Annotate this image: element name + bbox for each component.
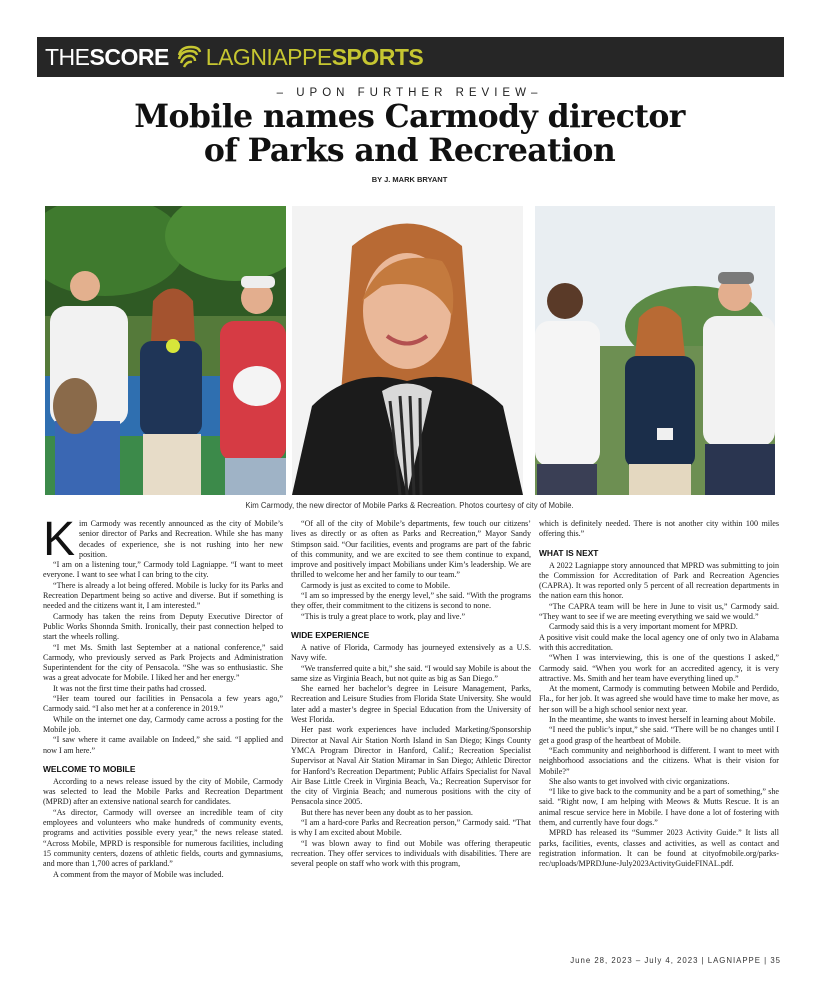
section-banner (37, 37, 784, 77)
paragraph: “When I was interviewing, this is one of the questions I asked,” Carmody said. “When you work for an accredited agency, it is very attractive. Ms. Smith and her team have everything lined up.” (539, 653, 779, 683)
paragraph: “There is already a lot being offered. Mobile is lucky for its Parks and Recreation Department being so active and diverse. But if something is needed and the citizens want it, I am interested.” (43, 580, 283, 611)
paragraph: She also wants to get involved with civic organizations. (549, 776, 730, 786)
headline-line-1: Mobile names Carmody director (134, 98, 685, 135)
subhead-experience: WIDE EXPERIENCE (291, 629, 370, 640)
photo-kim-carmody-portrait (292, 206, 523, 495)
paragraph: “This is truly a great place to work, play and live.” (301, 611, 466, 621)
paragraph: But there has never been any doubt as to her passion. (301, 807, 473, 817)
paragraph: A native of Florida, Carmody has journeyed extensively as a U.S. Navy wife. (291, 642, 531, 663)
drop-cap: K (43, 513, 76, 566)
page-footer: June 28, 2023 – July 4, 2023 | LAGNIAPPE | 35 (570, 956, 781, 965)
paragraph: “As director, Carmody will oversee an incredible team of city employees and volunteers who make hundreds of community events, programs and activities possible every year,” the news release stated. “Across Mobile, MPRD is responsible for numerous facilities, including 15 community centers, dozens of athletic fields, courts and gymnasiums, and more than 1,700 acres of parkland.” (43, 807, 283, 869)
paragraph: In the meantime, she wants to invest herself in learning about Mobile. (549, 715, 776, 725)
paragraph: im Carmody was recently announced as the city of Mobile’s senior director of Parks and Recreation. While she has many decades of experience, she is not rushing into her new position. (79, 519, 283, 559)
paragraph: She earned her bachelor’s degree in Leisure Management, Parks, Recreation and Leisure Studies from Florida State University. She would later add a master’s degree in Special Education from the University of West Florida. (291, 684, 531, 725)
subhead-welcome: WELCOME TO MOBILE (43, 763, 136, 774)
paragraph: While on the internet one day, Carmody came across a posting for the Mobile job. (43, 714, 283, 734)
byline: BY J. MARK BRYANT (371, 175, 448, 184)
photo-caption: Kim Carmody, the new director of Mobile Parks & Recreation. Photos courtesy of city of Mobile. (245, 501, 574, 510)
paragraph: At the moment, Carmody is commuting between Mobile and Perdido, Fla., for her job. It was agreed she would have time to make her move, as her son will be a high school senior next year. (539, 684, 779, 714)
paragraph: “Each community and neighborhood is different. I want to meet with neighborhood associations and the citizens. What is their vision for Mobile?” (539, 745, 779, 776)
photo-trio-at-park (535, 206, 775, 495)
banner-the: THE (45, 43, 90, 70)
paragraph: “I need the public’s input,” she said. “There will be no changes until I get a good grasp of the heartbeat of Mobile. (539, 725, 779, 745)
paragraph: “Her team toured our facilities in Pensacola a few years ago,” Carmody said. “I also met her at a conference in 2019.” (43, 694, 283, 714)
paragraph: “The CAPRA team will be here in June to visit us,” Carmody said. “They want to see if we are meeting everything we said we would.” (539, 601, 779, 622)
paragraph: A comment from the mayor of Mobile was included. (53, 869, 224, 879)
paragraph: A 2022 Lagniappe story announced that MPRD was submitting to join the Commission for Accreditation of Park and Recreation Agencies (CAPRA). It was reported only 5 percent of all recreation departments in the nation earn this honor. (539, 560, 779, 601)
banner-sports: SPORTS (331, 43, 424, 70)
article-column-3 (539, 519, 779, 870)
paragraph: “I was blown away to find out Mobile was offering therapeutic recreation. They offer services to individuals with disabilities. There are several people on staff who work with this program, (291, 838, 531, 869)
article-column-1 (43, 513, 283, 880)
paragraph: “I met Ms. Smith last September at a national conference,” said Carmody, who previously served as Park Projects and Administration Superintendent for the city of Pensacola. “She was so enthusiastic. She was a great advocate for Mobile. I liked her and her energy.” (43, 642, 283, 683)
paragraph: Carmody is just as excited to come to Mobile. (301, 580, 451, 590)
photo-pickleball-group (45, 206, 286, 495)
paragraph: “I am so impressed by the energy level,” she said. “With the programs they offer, their commitment to the citizens is second to none. (291, 591, 531, 611)
kicker: – UPON FURTHER REVIEW– (276, 87, 543, 99)
paragraph: It was not the first time their paths had crossed. (53, 683, 207, 693)
headline (0, 100, 819, 168)
paragraph: A positive visit could make the local agency one of only two in Alabama with this accreditation. (539, 632, 779, 652)
paragraph: Carmody said this is a very important moment for MPRD. (549, 622, 738, 632)
paragraph: “I am on a listening tour,” Carmody told Lagniappe. “I want to meet everyone. I want to see what I can bring to the city. (43, 560, 283, 580)
subhead-next: WHAT IS NEXT (539, 547, 599, 558)
paragraph: “We transferred quite a bit,” she said. “I would say Mobile is about the same size as Virginia Beach, but not quite as big as San Diego.” (291, 663, 531, 683)
banner-lagniappe: LAGNIAPPE (205, 43, 332, 70)
banner-score: SCORE (89, 43, 169, 70)
paragraph: MPRD has released its “Summer 2023 Activity Guide.” It lists all parks, facilities, events, classes and activities, as well as contact and registration information. It can be found at cityofmobile.org/parks-rec/uploads/MPRDJune-July2023ActivityGuideFINAL.pdf. (539, 828, 779, 869)
paragraph: Her past work experiences have included Marketing/Sponsorship Director at Naval Air Station North Island in San Diego; Kings County YMCA Program Director in Hanford, Calif.; Recreation Specialist Supervisor at Naval Air Station Miramar in San Diego; Athletic Director for Hanford’s Recreation Department; Public Affairs Specialist for Naval Air Base Little Creek in Virginia Beach, Va.; Recreation Supervisor for the city of Virginia Beach; and numerous positions with the city of Pensacola since 2005. (291, 725, 531, 807)
article-column-2 (291, 519, 531, 870)
paragraph: “I am a hard-core Parks and Recreation person,” Carmody said. “That is why I am excited about Mobile. (291, 818, 531, 838)
lagniappe-swirl-icon (175, 43, 203, 71)
paragraph: “I saw where it came available on Indeed,” she said. “I applied and now I am here.” (43, 735, 283, 755)
paragraph: Carmody has taken the reins from Deputy Executive Director of Public Works Shonnda Smith. Ironically, their past connection helped to start the wheels rolling. (43, 611, 283, 642)
headline-line-2: of Parks and Recreation (203, 132, 616, 169)
paragraph: which is definitely needed. There is not another city within 100 miles offering this.” (539, 519, 779, 539)
paragraph: “Of all of the city of Mobile’s departments, few touch our citizens’ lives as directly or as often as Parks and Recreation,” Mayor Sandy Stimpson said. “Our facilities, events and programs are part of the fabric of this community, and we are excited to see them continue to expand, improve and positively impact Mobilians under Kim’s leadership. We are thrilled to welcome her and her family to our team.” (291, 519, 531, 580)
paragraph: “I like to give back to the community and be a part of something,” she said. “Right now, I am helping with Meows & Mutts Rescue. It is an animal rescue service here in Mobile. I have done a lot of fostering with them, and currently have four dogs.” (539, 787, 779, 828)
paragraph: According to a news release issued by the city of Mobile, Carmody was selected to lead the Mobile Parks and Recreation Department (MPRD) after an extensive national search for candidates. (43, 776, 283, 807)
